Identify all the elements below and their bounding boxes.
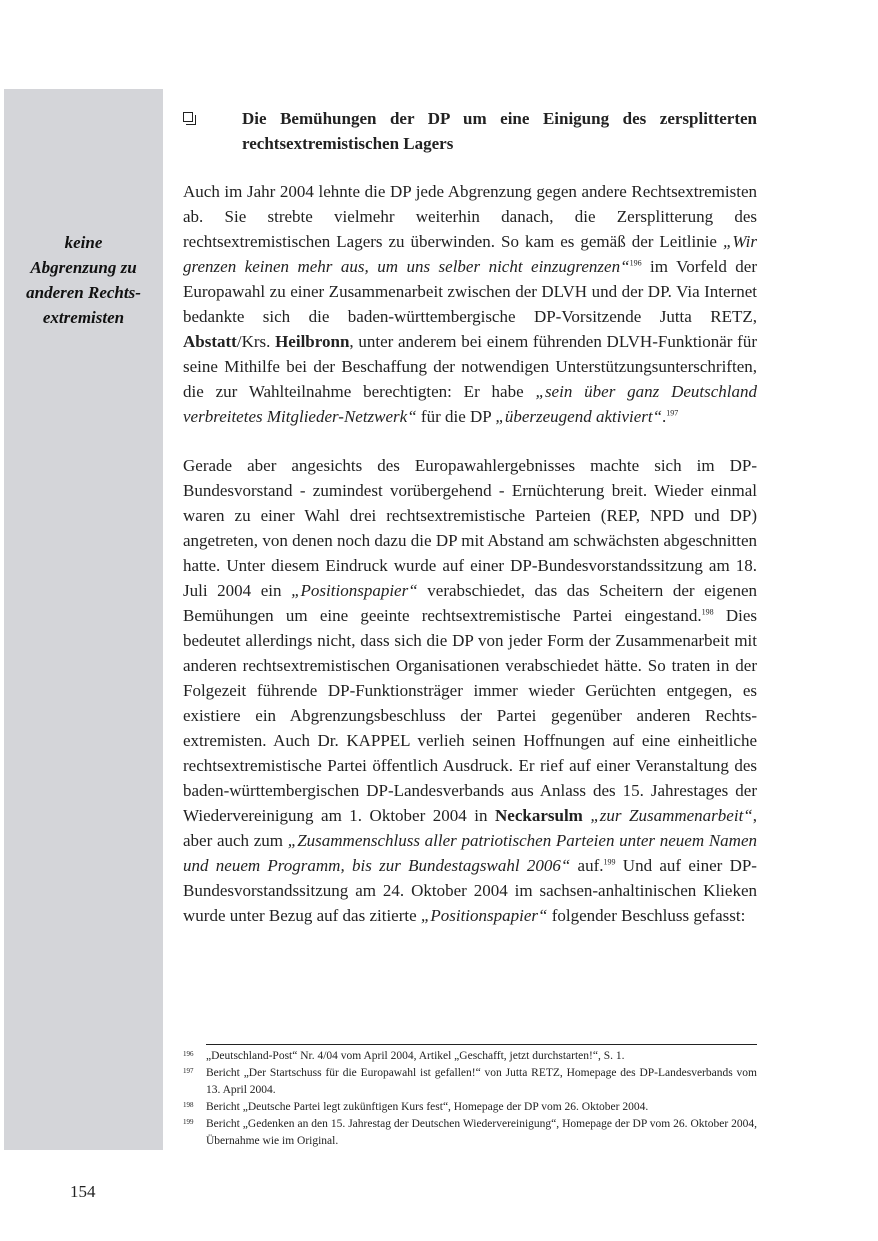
text-run: Auch im Jahr 2004 lehnte die DP jede Abgrenzung gegen andere Rechtsextremisten ab. Sie strebte vielmehr weiterhin danach, die Zersplitterung des rechtsextremistischen Lagers zu überwinden. So kam es gemäß der Leitlinie (183, 182, 757, 251)
footnotes (183, 1044, 757, 1150)
text-run: „Positionspapier“ (291, 581, 418, 600)
checkbox-bullet-icon (183, 112, 193, 122)
text-run: Dies bedeutet allerdings nicht, dass sich die DP von jeder Form der Zusammenarbeit mit anderen rechtsextremistischen Organisationen verabschiedet hätte. So traten in der Folgezeit führende DP-Funktionsträger immer wieder Gerüchten entgegen, es existiere ein Abgrenzungsbeschluss der Partei gegenüber anderen Rechtsextremisten. Auch Dr. KAPPEL verlieh seinen Hoffnungen auf eine einheitliche rechtsextremistische Partei öffentlich Ausdruck. Er rief auf einer Veranstaltung des baden-württembergischen DP-Landesverbands aus Anlass des 15. Jahrestages der Wiedervereinigung am 1. Oktober 2004 in (183, 606, 757, 825)
text-run: /Krs. (236, 332, 276, 351)
footnote-ref: 196 (629, 258, 642, 268)
text-run: „zur Zusammenarbeit“ (590, 806, 753, 825)
text-run: Heilbronn (275, 332, 350, 351)
footnote-item (183, 1048, 757, 1065)
text-run: , unter anderem bei einem führenden DLVH-Funktionär für seine Mithilfe bei der Beschaffung der notwendigen Unterstützungsunterschriften, die zur Wahlteilnahme berechtigten: Er habe (183, 332, 757, 401)
text-run: folgender Beschluss gefasst: (547, 906, 746, 925)
text-run: Neckarsulm (495, 806, 583, 825)
footnote-number: 196 (183, 1050, 194, 1058)
section-heading-text: Die Bemühungen der DP um eine Einigung des zersplitterten rechtsextremistischen Lagers (242, 109, 757, 153)
margin-note (4, 230, 163, 330)
text-run: für die DP (416, 407, 496, 426)
text-run: Abstatt (183, 332, 237, 351)
footnote-list (183, 1048, 757, 1150)
text-run: „überzeugend aktiviert“ (495, 407, 663, 426)
text-run: verabschiedet, das das Scheitern der eigenen Bemühungen um eine geeinte rechtsextremistische Partei eingestand. (183, 581, 757, 625)
margin-note-line: keine (64, 233, 103, 252)
footnote-text: Bericht „Gedenken an den 15. Jahrestag der Deutschen Wiedervereinigung“, Homepage der DP vom 26. Oktober 2004, Übernahme wie im Original. (206, 1118, 757, 1147)
text-run: Gerade aber angesichts des Europawahlergebnisses machte sich im DP-Bundesvorstand - zumindest vorübergehend - Ernüchterung breit. Wieder einmal waren zu einer Wahl drei rechtsextremistische Parteien (REP, NPD und DP) angetreten, von denen noch dazu die DP mit Abstand am schwächsten abgeschnitten hatte. Unter diesem Eindruck wurde auf einer DP-Bundesvorstandssitzung am 18. Juli 2004 ein (183, 456, 757, 600)
section-heading (183, 106, 757, 156)
text-run: Und auf einer DP-Bundesvorstandssitzung am 24. Oktober 2004 im sachsen-anhaltinischen Klieken wurde unter Bezug auf das zitierte (183, 856, 757, 925)
footnote-divider (206, 1044, 757, 1045)
text-run: „sein über ganz Deutschland verbreitetes Mitglieder-Netzwerk“ (183, 382, 758, 426)
footnote-number: 198 (183, 1101, 194, 1109)
footnote-ref: 198 (701, 607, 714, 617)
margin-note-line: Abgrenzung zu (30, 258, 137, 277)
footnote-number: 199 (183, 1118, 194, 1126)
text-run: „Zusammenschluss aller patriotischen Parteien unter neuem Namen und neuem Programm, bis zur Bundestagswahl 2006“ (183, 831, 757, 875)
footnote-text: „Deutschland-Post“ Nr. 4/04 vom April 2004, Artikel „Geschafft, jetzt durchstarten!“, S. 1. (206, 1050, 625, 1062)
text-run: im Vorfeld der Europawahl zu einer Zusammenarbeit zwischen der DLVH und der DP. Via Internet bedankte sich die baden-württembergische DP-Vorsitzende Jutta RETZ, (183, 257, 757, 326)
footnote-item (183, 1116, 757, 1150)
text-run: „Wir grenzen keinen mehr aus, um uns selber nicht einzugrenzen“ (183, 232, 757, 276)
footnote-item (183, 1099, 757, 1116)
margin-note-line: extremisten (42, 308, 125, 327)
footnote-text: Bericht „Deutsche Partei legt zukünftigen Kurs fest“, Homepage der DP vom 26. Oktober 2004. (206, 1101, 649, 1113)
paragraph-2 (183, 453, 757, 928)
footnote-text: Bericht „Der Startschuss für die Europawahl ist gefallen!“ von Jutta RETZ, Homepage des DP-Landesverbands vom 13. April 2004. (206, 1067, 757, 1096)
text-run: , aber auch zum (183, 806, 757, 850)
footnote-item (183, 1065, 757, 1099)
margin-note-line: anderen Rechts- (26, 283, 141, 302)
footnote-number: 197 (183, 1067, 194, 1075)
page-number: 154 (70, 1182, 96, 1201)
main-content (183, 106, 757, 952)
paragraph-1 (183, 179, 757, 429)
footnote-ref: 197 (666, 408, 679, 418)
text-run: . (662, 407, 667, 426)
footnote-ref: 199 (603, 857, 616, 867)
text-run: auf. (570, 856, 604, 875)
text-run: „Positionspapier“ (420, 906, 548, 925)
